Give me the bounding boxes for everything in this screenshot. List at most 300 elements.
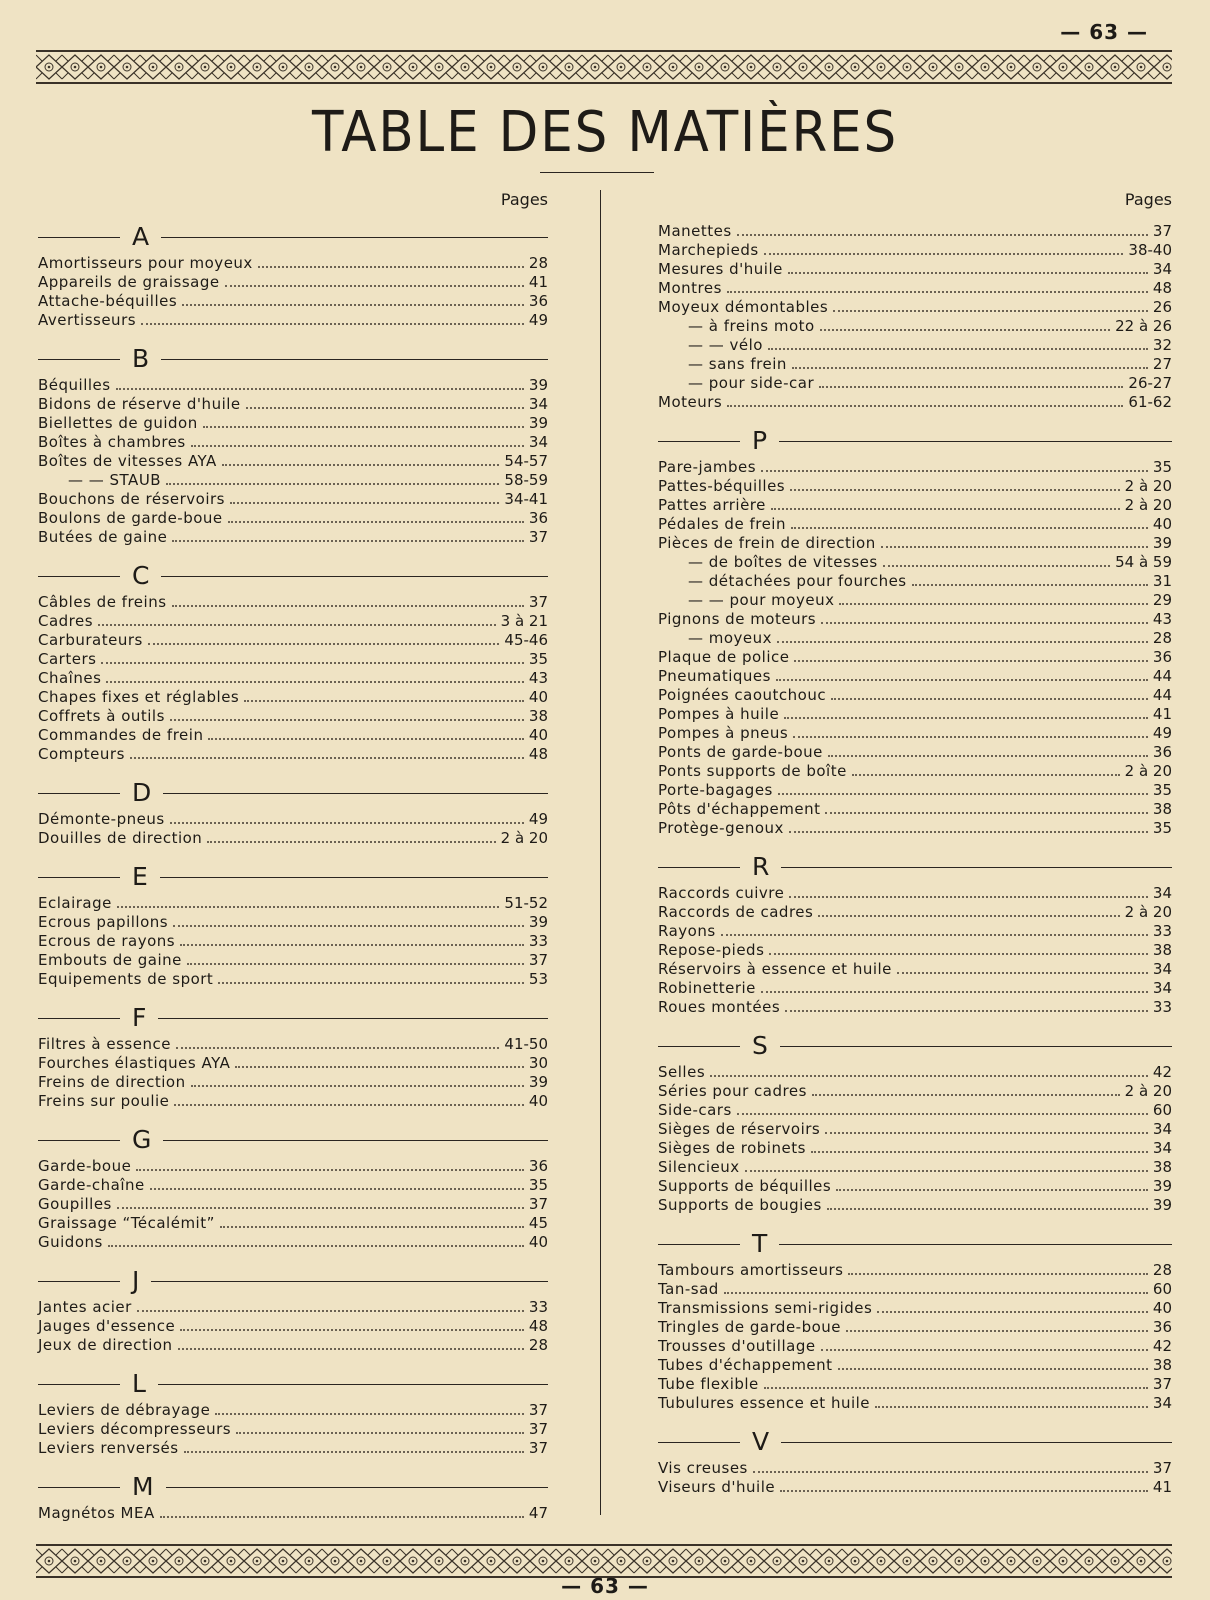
index-entry bbox=[658, 979, 1172, 998]
entry-label: Jantes acier bbox=[38, 1298, 132, 1316]
dot-leader bbox=[166, 483, 499, 485]
heading-rule bbox=[658, 867, 740, 868]
index-entry bbox=[658, 222, 1172, 241]
entry-page: 43 bbox=[528, 669, 548, 687]
pages-label: Pages bbox=[1124, 190, 1172, 209]
index-entry bbox=[38, 1176, 548, 1195]
index-entry bbox=[658, 1158, 1172, 1177]
dot-leader bbox=[141, 323, 524, 325]
dot-leader bbox=[178, 1348, 524, 1350]
entry-page: 41-50 bbox=[504, 1035, 548, 1053]
entry-label: Guidons bbox=[38, 1233, 103, 1251]
index-entry bbox=[658, 241, 1172, 260]
entry-page: 34 bbox=[1152, 979, 1172, 997]
index-entry bbox=[658, 998, 1172, 1017]
index-entry bbox=[38, 528, 548, 547]
index-entry bbox=[38, 650, 548, 669]
dot-leader bbox=[737, 1113, 1148, 1115]
index-entry bbox=[658, 317, 1172, 336]
index-entry bbox=[38, 414, 548, 433]
dot-leader bbox=[207, 841, 495, 843]
index-entry bbox=[658, 591, 1172, 610]
dot-leader bbox=[160, 1516, 524, 1518]
left-column bbox=[38, 190, 548, 1537]
entry-label: Roues montées bbox=[658, 998, 781, 1016]
dot-leader bbox=[771, 508, 1120, 510]
index-entry bbox=[658, 477, 1172, 496]
entry-page: 37 bbox=[528, 1420, 548, 1438]
entry-label: Tringles de garde-boue bbox=[658, 1318, 842, 1336]
entry-page: 44 bbox=[1152, 686, 1172, 704]
section-heading bbox=[38, 561, 548, 591]
index-entry bbox=[38, 1233, 548, 1252]
entry-label: Raccords cuivre bbox=[658, 884, 785, 902]
dot-leader bbox=[768, 348, 1148, 350]
entry-label: Porte-bagages bbox=[658, 781, 773, 799]
entry-page: 58-59 bbox=[504, 471, 548, 489]
heading-rule bbox=[781, 1442, 1172, 1443]
index-entry bbox=[38, 433, 548, 452]
entry-page: 34 bbox=[1152, 1394, 1172, 1412]
entry-label: Raccords de cadres bbox=[658, 903, 814, 921]
section-letter: A bbox=[132, 222, 150, 251]
entry-label: Robinetterie bbox=[658, 979, 756, 997]
index-entry bbox=[38, 273, 548, 292]
index-entry bbox=[658, 374, 1172, 393]
dot-leader bbox=[191, 1085, 524, 1087]
index-section bbox=[658, 1427, 1172, 1497]
entry-label: Biellettes de guidon bbox=[38, 414, 198, 432]
dot-leader bbox=[180, 1329, 524, 1331]
entry-label: Silencieux bbox=[658, 1158, 740, 1176]
entry-label: Supports de béquilles bbox=[658, 1177, 832, 1195]
index-entry bbox=[38, 745, 548, 764]
index-entry bbox=[38, 1035, 548, 1054]
entry-label: Réservoirs à essence et huile bbox=[658, 960, 892, 978]
entry-page: 37 bbox=[528, 1195, 548, 1213]
pages-label: Pages bbox=[500, 190, 548, 209]
dot-leader bbox=[769, 953, 1148, 955]
dot-leader bbox=[108, 1245, 524, 1247]
entry-page: 33 bbox=[528, 1298, 548, 1316]
dot-leader bbox=[828, 755, 1148, 757]
entry-page: 53 bbox=[528, 970, 548, 988]
heading-rule bbox=[38, 1384, 120, 1385]
entry-page: 30 bbox=[528, 1054, 548, 1072]
entry-label: Garde-boue bbox=[38, 1157, 132, 1175]
entry-page: 28 bbox=[528, 1336, 548, 1354]
dot-leader bbox=[222, 464, 500, 466]
section-heading bbox=[38, 1003, 548, 1033]
entry-label: Poignées caoutchouc bbox=[658, 686, 827, 704]
index-entry bbox=[38, 1336, 548, 1355]
dot-leader bbox=[180, 944, 524, 946]
index-entry bbox=[658, 458, 1172, 477]
dot-leader bbox=[230, 502, 499, 504]
index-entry bbox=[658, 1459, 1172, 1478]
entry-page: 36 bbox=[528, 292, 548, 310]
index-entry bbox=[38, 1439, 548, 1458]
entry-label: Selles bbox=[658, 1063, 706, 1081]
entry-label: Graissage “Técalémit” bbox=[38, 1214, 215, 1232]
entry-label: Pompes à huile bbox=[658, 705, 780, 723]
index-entry bbox=[38, 593, 548, 612]
index-entry bbox=[658, 743, 1172, 762]
entry-page: 37 bbox=[528, 528, 548, 546]
index-entry bbox=[38, 254, 548, 273]
dot-leader bbox=[764, 253, 1124, 255]
entry-page: 48 bbox=[1152, 279, 1172, 297]
entry-page: 44 bbox=[1152, 667, 1172, 685]
entry-label: Moyeux démontables bbox=[658, 298, 829, 316]
heading-rule bbox=[658, 1046, 740, 1047]
index-entry bbox=[38, 395, 548, 414]
entry-label: Compteurs bbox=[38, 745, 125, 763]
heading-rule bbox=[160, 877, 548, 878]
section-letter: M bbox=[132, 1472, 154, 1501]
dot-leader bbox=[791, 527, 1148, 529]
index-section bbox=[38, 1125, 548, 1252]
entry-label: Magnétos MEA bbox=[38, 1504, 155, 1522]
section-heading bbox=[38, 1125, 548, 1155]
section-letter: J bbox=[132, 1266, 140, 1295]
index-entry bbox=[38, 688, 548, 707]
entry-page: 33 bbox=[1152, 998, 1172, 1016]
dot-leader bbox=[825, 1132, 1148, 1134]
entry-page: 36 bbox=[528, 1157, 548, 1175]
heading-rule bbox=[38, 1018, 120, 1019]
index-entry bbox=[38, 1092, 548, 1111]
dot-leader bbox=[172, 540, 524, 542]
entry-label: Plaque de police bbox=[658, 648, 790, 666]
heading-rule bbox=[658, 441, 740, 442]
entry-label: Sièges de robinets bbox=[658, 1139, 806, 1157]
index-entry bbox=[38, 932, 548, 951]
entry-label: Jauges d'essence bbox=[38, 1317, 176, 1335]
dot-leader bbox=[101, 662, 523, 664]
index-section bbox=[38, 862, 548, 989]
dot-leader bbox=[117, 1207, 524, 1209]
dot-leader bbox=[819, 386, 1123, 388]
entry-label: Vis creuses bbox=[658, 1459, 748, 1477]
entry-page: 2 à 20 bbox=[1124, 477, 1172, 495]
dot-leader bbox=[761, 470, 1148, 472]
index-entry bbox=[658, 762, 1172, 781]
entry-page: 42 bbox=[1152, 1063, 1172, 1081]
dot-leader bbox=[137, 1310, 524, 1312]
index-section bbox=[38, 1003, 548, 1111]
dot-leader bbox=[881, 546, 1148, 548]
entry-page: 34-41 bbox=[504, 490, 548, 508]
dot-leader bbox=[812, 1094, 1120, 1096]
entry-page: 35 bbox=[528, 1176, 548, 1194]
dot-leader bbox=[821, 1349, 1148, 1351]
dot-leader bbox=[106, 681, 524, 683]
entry-page: 35 bbox=[528, 650, 548, 668]
dot-leader bbox=[191, 445, 524, 447]
entry-page: 28 bbox=[528, 254, 548, 272]
dot-leader bbox=[176, 1047, 499, 1049]
index-entry bbox=[38, 829, 548, 848]
index-entry bbox=[38, 1054, 548, 1073]
index-entry bbox=[658, 629, 1172, 648]
entry-page: 38 bbox=[1152, 941, 1172, 959]
dot-leader bbox=[833, 310, 1148, 312]
heading-rule bbox=[38, 576, 120, 577]
entry-page: 37 bbox=[1152, 1459, 1172, 1477]
index-entry bbox=[658, 355, 1172, 374]
section-letter: T bbox=[752, 1229, 768, 1258]
index-entry bbox=[658, 1177, 1172, 1196]
entry-page: 48 bbox=[528, 1317, 548, 1335]
entry-label: Tan-sad bbox=[658, 1280, 719, 1298]
index-entry bbox=[658, 884, 1172, 903]
index-entry bbox=[658, 960, 1172, 979]
entry-label: Marchepieds bbox=[658, 241, 759, 259]
entry-label: Carburateurs bbox=[38, 631, 143, 649]
dot-leader bbox=[790, 489, 1120, 491]
entry-page: 47 bbox=[528, 1504, 548, 1522]
dot-leader bbox=[727, 405, 1123, 407]
dot-leader bbox=[203, 426, 524, 428]
index-section bbox=[658, 222, 1172, 412]
entry-page: 36 bbox=[528, 509, 548, 527]
entry-label: Pièces de frein de direction bbox=[658, 534, 876, 552]
entry-page: 60 bbox=[1152, 1280, 1172, 1298]
entry-page: 40 bbox=[528, 1233, 548, 1251]
index-entry bbox=[658, 298, 1172, 317]
entry-page: 41 bbox=[528, 273, 548, 291]
dot-leader bbox=[170, 719, 524, 721]
entry-page: 45-46 bbox=[504, 631, 548, 649]
index-entry bbox=[658, 1394, 1172, 1413]
entry-page: 40 bbox=[528, 688, 548, 706]
entry-label: Pôts d'échappement bbox=[658, 800, 821, 818]
heading-rule bbox=[163, 793, 548, 794]
index-section bbox=[38, 561, 548, 764]
entry-label: Ecrous papillons bbox=[38, 913, 169, 931]
entry-label: Trousses d'outillage bbox=[658, 1337, 816, 1355]
dot-leader bbox=[897, 972, 1148, 974]
index-entry bbox=[38, 471, 548, 490]
entry-label: Tube flexible bbox=[658, 1375, 759, 1393]
heading-rule bbox=[38, 1281, 120, 1282]
dot-leader bbox=[831, 698, 1148, 700]
title-underline bbox=[540, 172, 654, 173]
entry-page: 35 bbox=[1152, 781, 1172, 799]
section-heading bbox=[38, 1369, 548, 1399]
entry-label: Chaînes bbox=[38, 669, 102, 687]
index-section bbox=[658, 1031, 1172, 1215]
entry-label: Béquilles bbox=[38, 376, 111, 394]
index-entry bbox=[38, 509, 548, 528]
entry-label: — sans frein bbox=[688, 355, 787, 373]
entry-page: 28 bbox=[1152, 629, 1172, 647]
index-entry bbox=[658, 1337, 1172, 1356]
entry-label: — de boîtes de vitesses bbox=[688, 553, 878, 571]
section-letter: L bbox=[132, 1369, 146, 1398]
entry-page: 34 bbox=[1152, 1139, 1172, 1157]
entry-page: 60 bbox=[1152, 1101, 1172, 1119]
entry-page: 39 bbox=[528, 376, 548, 394]
entry-label: — — pour moyeux bbox=[688, 591, 835, 609]
entry-label: Filtres à essence bbox=[38, 1035, 171, 1053]
entry-page: 39 bbox=[528, 1073, 548, 1091]
dot-leader bbox=[846, 1330, 1148, 1332]
index-entry bbox=[38, 913, 548, 932]
index-entry bbox=[658, 1082, 1172, 1101]
index-entry bbox=[658, 1375, 1172, 1394]
dot-leader bbox=[235, 1066, 524, 1068]
entry-page: 35 bbox=[1152, 819, 1172, 837]
entry-page: 54 à 59 bbox=[1115, 553, 1172, 571]
dot-leader bbox=[848, 1273, 1147, 1275]
entry-page: 38 bbox=[1152, 1356, 1172, 1374]
entry-label: Ponts de garde-boue bbox=[658, 743, 823, 761]
dot-leader bbox=[836, 1189, 1148, 1191]
entry-page: 49 bbox=[528, 810, 548, 828]
entry-label: Goupilles bbox=[38, 1195, 112, 1213]
heading-rule bbox=[158, 1384, 548, 1385]
entry-page: 3 à 21 bbox=[500, 612, 548, 630]
dot-leader bbox=[208, 738, 523, 740]
entry-label: Freins sur poulie bbox=[38, 1092, 170, 1110]
dot-leader bbox=[258, 266, 524, 268]
index-entry bbox=[38, 707, 548, 726]
entry-label: Manettes bbox=[658, 222, 732, 240]
entry-page: 27 bbox=[1152, 355, 1172, 373]
entry-page: 40 bbox=[528, 1092, 548, 1110]
entry-page: 26-27 bbox=[1128, 374, 1172, 392]
entry-label: Chapes fixes et réglables bbox=[38, 688, 240, 706]
entry-label: Ponts supports de boîte bbox=[658, 762, 847, 780]
index-entry bbox=[658, 393, 1172, 412]
entry-label: Transmissions semi-rigides bbox=[658, 1299, 873, 1317]
heading-rule bbox=[780, 1046, 1172, 1047]
heading-rule bbox=[161, 237, 548, 238]
index-entry bbox=[658, 553, 1172, 572]
entry-label: Ecrous de rayons bbox=[38, 932, 176, 950]
dot-leader bbox=[225, 285, 524, 287]
dot-leader bbox=[776, 679, 1148, 681]
entry-page: 34 bbox=[1152, 1120, 1172, 1138]
column-divider bbox=[600, 190, 601, 1515]
index-entry bbox=[658, 819, 1172, 838]
index-entry bbox=[658, 1261, 1172, 1280]
entry-page: 45 bbox=[528, 1214, 548, 1232]
index-entry bbox=[658, 279, 1172, 298]
entry-label: — à freins moto bbox=[688, 317, 815, 335]
entry-page: 49 bbox=[1152, 724, 1172, 742]
entry-page: 43 bbox=[1152, 610, 1172, 628]
entry-label: Pattes arrière bbox=[658, 496, 766, 514]
entry-page: 28 bbox=[1152, 1261, 1172, 1279]
entry-page: 31 bbox=[1152, 572, 1172, 590]
dot-leader bbox=[785, 1010, 1148, 1012]
ornamental-border-bottom bbox=[36, 1544, 1172, 1578]
entry-page: 33 bbox=[1152, 922, 1172, 940]
entry-page: 48 bbox=[528, 745, 548, 763]
index-entry bbox=[38, 1298, 548, 1317]
entry-label: Appareils de graissage bbox=[38, 273, 220, 291]
index-entry bbox=[658, 1280, 1172, 1299]
entry-label: Supports de bougies bbox=[658, 1196, 822, 1214]
entry-page: 40 bbox=[1152, 1299, 1172, 1317]
section-letter: P bbox=[752, 426, 768, 455]
entry-page: 2 à 20 bbox=[1124, 903, 1172, 921]
heading-rule bbox=[38, 1487, 120, 1488]
dot-leader bbox=[184, 1451, 524, 1453]
dot-leader bbox=[724, 1292, 1148, 1294]
section-letter: G bbox=[132, 1125, 152, 1154]
index-entry bbox=[658, 1299, 1172, 1318]
index-entry bbox=[658, 667, 1172, 686]
entry-label: Leviers renversés bbox=[38, 1439, 179, 1457]
index-section bbox=[658, 426, 1172, 838]
entry-label: Pneumatiques bbox=[658, 667, 771, 685]
entry-page: 35 bbox=[1152, 458, 1172, 476]
dot-leader bbox=[761, 991, 1148, 993]
index-entry bbox=[658, 800, 1172, 819]
entry-label: Cadres bbox=[38, 612, 94, 630]
entry-label: Coffrets à outils bbox=[38, 707, 165, 725]
index-section bbox=[38, 1472, 548, 1523]
entry-page: 26 bbox=[1152, 298, 1172, 316]
entry-page: 37 bbox=[528, 951, 548, 969]
section-heading bbox=[38, 1266, 548, 1296]
index-entry bbox=[658, 903, 1172, 922]
entry-label: — moyeux bbox=[688, 629, 773, 647]
section-letter: R bbox=[752, 852, 770, 881]
entry-label: Bidons de réserve d'huile bbox=[38, 395, 241, 413]
entry-label: Mesures d'huile bbox=[658, 260, 783, 278]
index-entry bbox=[38, 1214, 548, 1233]
heading-rule bbox=[658, 1442, 740, 1443]
dot-leader bbox=[182, 304, 524, 306]
entry-label: Boîtes de vitesses AYA bbox=[38, 452, 217, 470]
entry-label: Viseurs d'huile bbox=[658, 1478, 776, 1496]
entry-page: 2 à 20 bbox=[500, 829, 548, 847]
index-entry bbox=[38, 631, 548, 650]
dot-leader bbox=[912, 584, 1148, 586]
entry-label: Jeux de direction bbox=[38, 1336, 173, 1354]
entry-page: 39 bbox=[1152, 1177, 1172, 1195]
entry-page: 36 bbox=[1152, 648, 1172, 666]
dot-leader bbox=[218, 982, 524, 984]
index-entry bbox=[38, 894, 548, 913]
heading-rule bbox=[38, 237, 120, 238]
index-entry bbox=[38, 1420, 548, 1439]
entry-page: 2 à 20 bbox=[1124, 496, 1172, 514]
section-letter: E bbox=[132, 862, 148, 891]
entry-page: 54-57 bbox=[504, 452, 548, 470]
index-section bbox=[38, 344, 548, 547]
dot-leader bbox=[215, 1413, 524, 1415]
entry-page: 34 bbox=[1152, 960, 1172, 978]
heading-rule bbox=[38, 793, 120, 794]
entry-label: Boulons de garde-boue bbox=[38, 509, 223, 527]
index-entry bbox=[38, 612, 548, 631]
index-entry bbox=[38, 1317, 548, 1336]
entry-label: Equipements de sport bbox=[38, 970, 214, 988]
entry-label: Leviers décompresseurs bbox=[38, 1420, 232, 1438]
index-entry bbox=[658, 534, 1172, 553]
entry-page: 61-62 bbox=[1128, 393, 1172, 411]
index-entry bbox=[658, 648, 1172, 667]
section-heading bbox=[658, 852, 1172, 882]
heading-rule bbox=[151, 1281, 548, 1282]
entry-label: Garde-chaîne bbox=[38, 1176, 145, 1194]
